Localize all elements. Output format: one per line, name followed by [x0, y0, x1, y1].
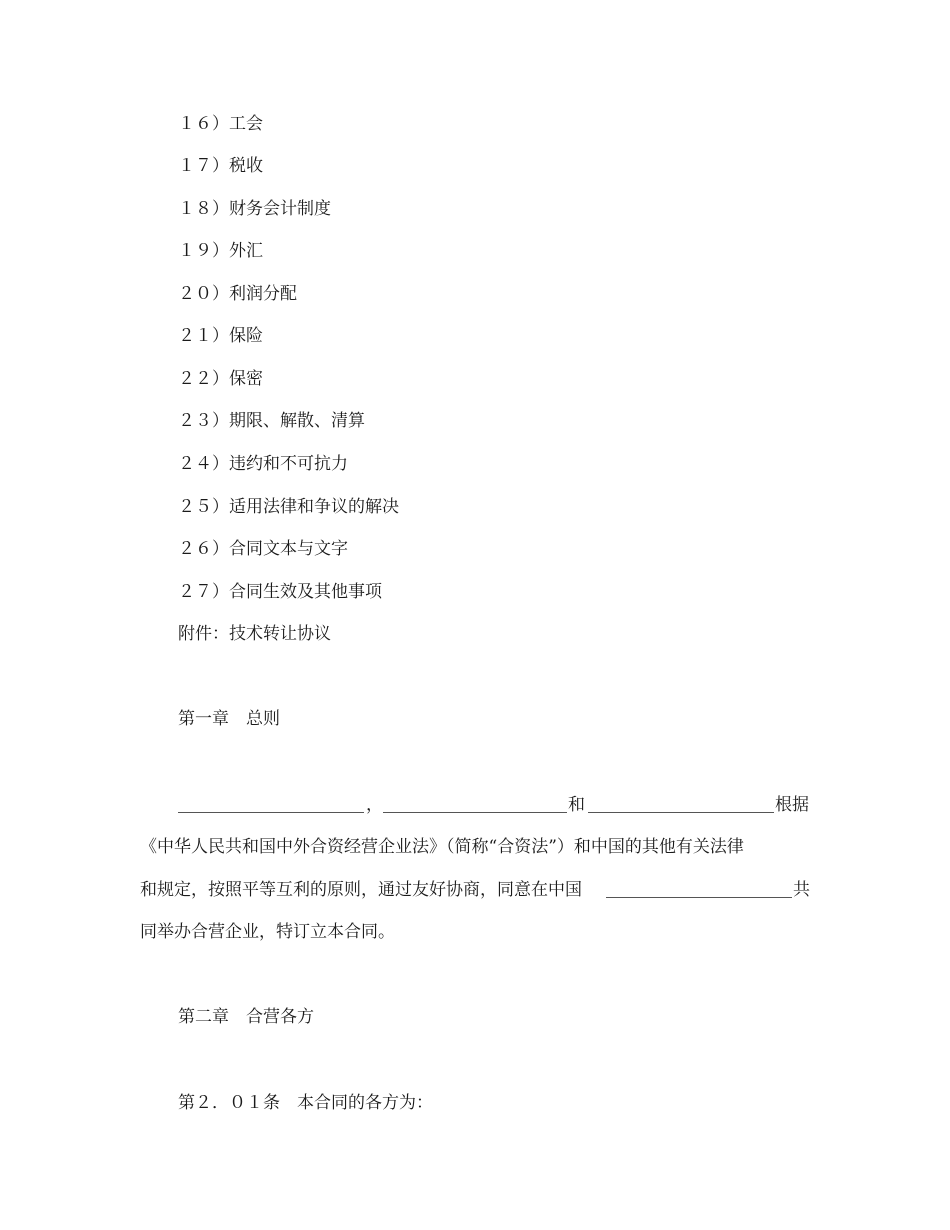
chapter-1-heading: 第一章 总则: [178, 709, 280, 729]
paragraph-line-4: 同举办合营企业，特订立本合同。: [140, 922, 395, 942]
toc-item: ２２）保密: [178, 369, 263, 389]
comma: ，: [366, 795, 383, 815]
toc-item: ２６）合同文本与文字: [178, 539, 348, 559]
chapter-2-heading: 第二章 合营各方: [178, 1007, 314, 1027]
toc-item: ２５）适用法律和争议的解决: [178, 497, 399, 517]
party-3-blank[interactable]: [588, 794, 774, 813]
party-2-blank[interactable]: [383, 794, 567, 813]
according-text: 根据: [775, 795, 809, 815]
toc-item: １８）财务会计制度: [178, 199, 331, 219]
party-1-blank[interactable]: [178, 794, 364, 813]
toc-item: ２３）期限、解散、清算: [178, 411, 365, 431]
toc-item: ２４）违约和不可抗力: [178, 454, 348, 474]
toc-appendix: 附件：技术转让协议: [178, 624, 331, 644]
location-blank[interactable]: [606, 879, 792, 898]
toc-item: １６）工会: [178, 114, 263, 134]
paragraph-line-3: 和规定，按照平等互利的原则，通过友好协商，同意在中国: [140, 880, 582, 900]
and-text: 和: [568, 795, 585, 815]
article-2-01: 第２．０１条 本合同的各方为：: [178, 1093, 433, 1113]
paragraph-line-2: 《中华人民共和国中外合资经营企业法》（简称“合资法”）和中国的其他有关法律: [140, 837, 744, 857]
toc-item: ２１）保险: [178, 326, 263, 346]
toc-item: ２７）合同生效及其他事项: [178, 582, 382, 602]
toc-item: １９）外汇: [178, 241, 263, 261]
toc-item: ２０）利润分配: [178, 284, 297, 304]
toc-item: １７）税收: [178, 156, 263, 176]
paragraph-line-3-end: 共: [793, 880, 810, 900]
